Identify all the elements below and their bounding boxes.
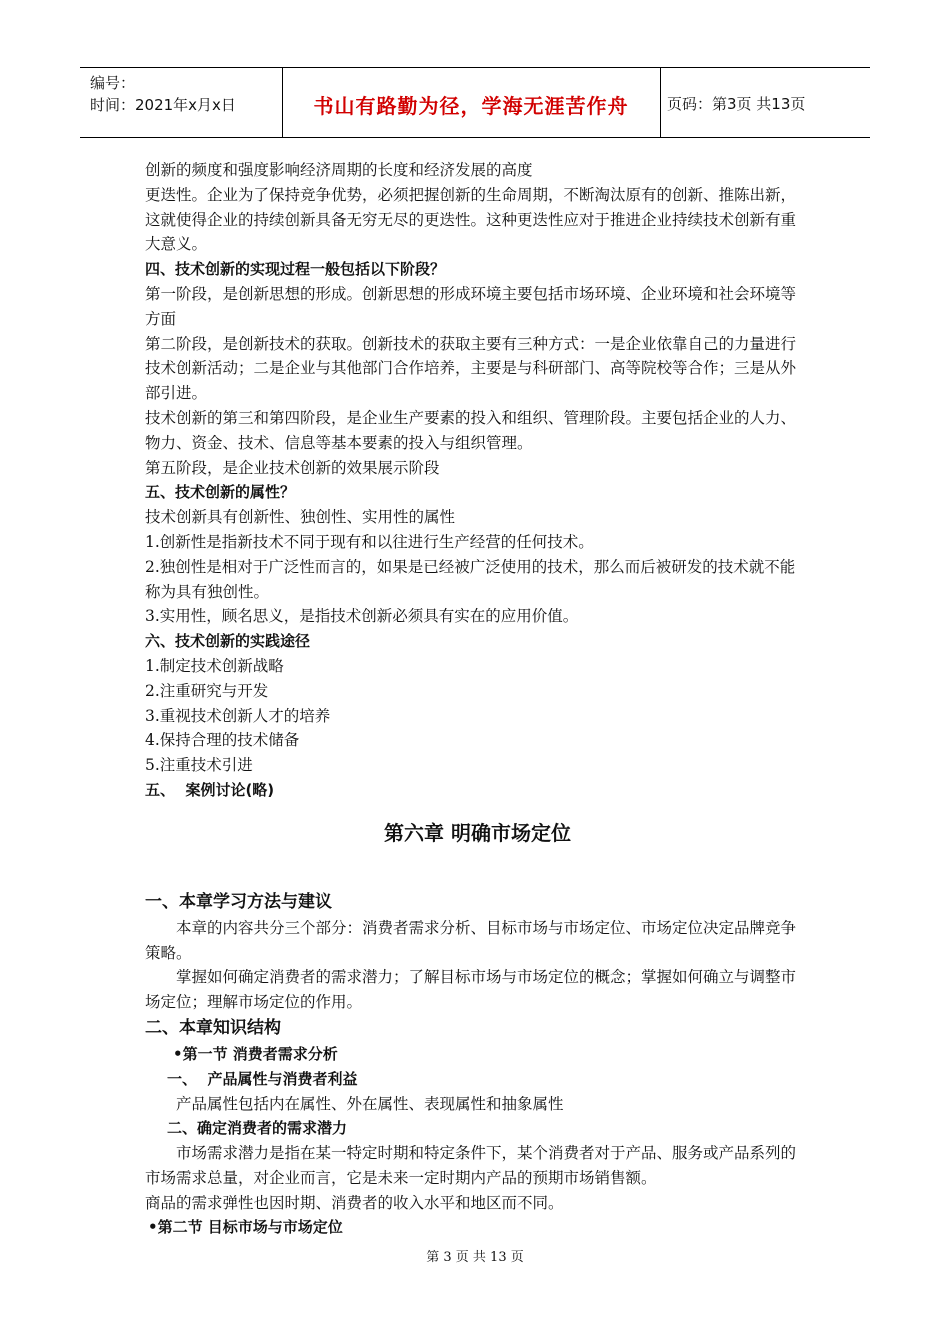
header-divider bbox=[660, 68, 661, 137]
paragraph: 掌握如何确定消费者的需求潜力；了解目标市场与市场定位的概念；掌握如何确立与调整市场定位；理解市场定位的作用。 bbox=[145, 968, 797, 1012]
page-header bbox=[80, 67, 870, 138]
page-footer: 第 3 页 共 13 页 bbox=[426, 1250, 524, 1265]
list-item: 3.实用性，顾名思义，是指技术创新必须具有实在的应用价值。 bbox=[145, 607, 579, 626]
list-item: 1.创新性是指新技术不同于现有和以往进行生产经营的任何技术。 bbox=[145, 532, 594, 551]
section-heading: 四、技术创新的实现过程一般包括以下阶段？ bbox=[145, 260, 446, 279]
list-item: 4.保持合理的技术储备 bbox=[145, 731, 300, 750]
paragraph: 更迭性。企业为了保持竞争优势，必须把握创新的生命周期，不断淘汰原有的创新、推陈出新，这就使得企业的持续创新具备无穷无尽的更迭性。这种更迭性应对于推进企业持续技术创新有重大意义。 bbox=[145, 185, 797, 254]
chapter-title: 第六章 明确市场定位 bbox=[384, 820, 571, 845]
paragraph: 第五阶段，是企业技术创新的效果展示阶段 bbox=[145, 458, 440, 477]
list-item: 5.注重技术引进 bbox=[145, 756, 253, 775]
paragraph: 商品的需求弹性也因时期、消费者的收入水平和地区而不同。 bbox=[145, 1193, 564, 1212]
subsection-heading: 一、 产品属性与消费者利益 bbox=[167, 1069, 358, 1088]
document-date: 时间：2021年x月x日 bbox=[90, 96, 236, 114]
paragraph: 本章的内容共分三个部分：消费者需求分析、目标市场与市场定位、市场定位决定品牌竞争策略。 bbox=[145, 918, 797, 962]
paragraph: 产品属性包括内在属性、外在属性、表现属性和抽象属性 bbox=[176, 1094, 564, 1113]
section-heading: 二、本章知识结构 bbox=[145, 1017, 281, 1038]
paragraph: 技术创新具有创新性、独创性、实用性的属性 bbox=[145, 508, 456, 527]
subsection-heading: 二、确定消费者的需求潜力 bbox=[167, 1119, 348, 1138]
paragraph: 第二阶段，是创新技术的获取。创新技术的获取主要有三种方式：一是企业依靠自己的力量进行技术创新活动；二是企业与其他部门合作培养，主要是与科研部门、高等院校等合作；三是从外部引进。 bbox=[145, 334, 797, 403]
header-page-info: 页码：第3页 共13页 bbox=[667, 95, 806, 113]
section-heading: 六、技术创新的实践途径 bbox=[145, 632, 311, 651]
subsection-heading: •第二节 目标市场与市场定位 bbox=[148, 1218, 343, 1237]
paragraph: 技术创新的第三和第四阶段，是企业生产要素的投入和组织、管理阶段。主要包括企业的人力、物力、资金、技术、信息等基本要素的投入与组织管理。 bbox=[145, 408, 797, 452]
section-heading: 五、 案例讨论(略) bbox=[145, 780, 275, 799]
header-left-cell bbox=[90, 72, 236, 116]
paragraph: 第一阶段，是创新思想的形成。创新思想的形成环境主要包括市场环境、企业环境和社会环境等方面 bbox=[145, 284, 797, 328]
list-item: 3.重视技术创新人才的培养 bbox=[145, 706, 331, 725]
list-item: 1.制定技术创新战略 bbox=[145, 656, 284, 675]
document-number-label: 编号： bbox=[90, 74, 136, 92]
header-motto: 书山有路勤为径，学海无涯苦作舟 bbox=[313, 94, 629, 118]
paragraph: 市场需求潜力是指在某一特定时期和特定条件下，某个消费者对于产品、服务或产品系列的市场需求总量，对企业而言，它是未来一定时期内产品的预期市场销售额。 bbox=[145, 1144, 797, 1187]
section-heading: 一、本章学习方法与建议 bbox=[145, 891, 332, 912]
list-item: 2.注重研究与开发 bbox=[145, 681, 269, 700]
paragraph: 创新的频度和强度影响经济周期的长度和经济发展的高度 bbox=[145, 161, 533, 179]
subsection-heading: •第一节 消费者需求分析 bbox=[173, 1044, 338, 1063]
section-heading: 五、技术创新的属性？ bbox=[145, 483, 296, 502]
document-body bbox=[145, 158, 810, 1240]
list-item: 2.独创性是相对于广泛性而言的，如果是已经被广泛使用的技术，那么而后被研发的技术就不能称为具有独创性。 bbox=[145, 557, 796, 601]
